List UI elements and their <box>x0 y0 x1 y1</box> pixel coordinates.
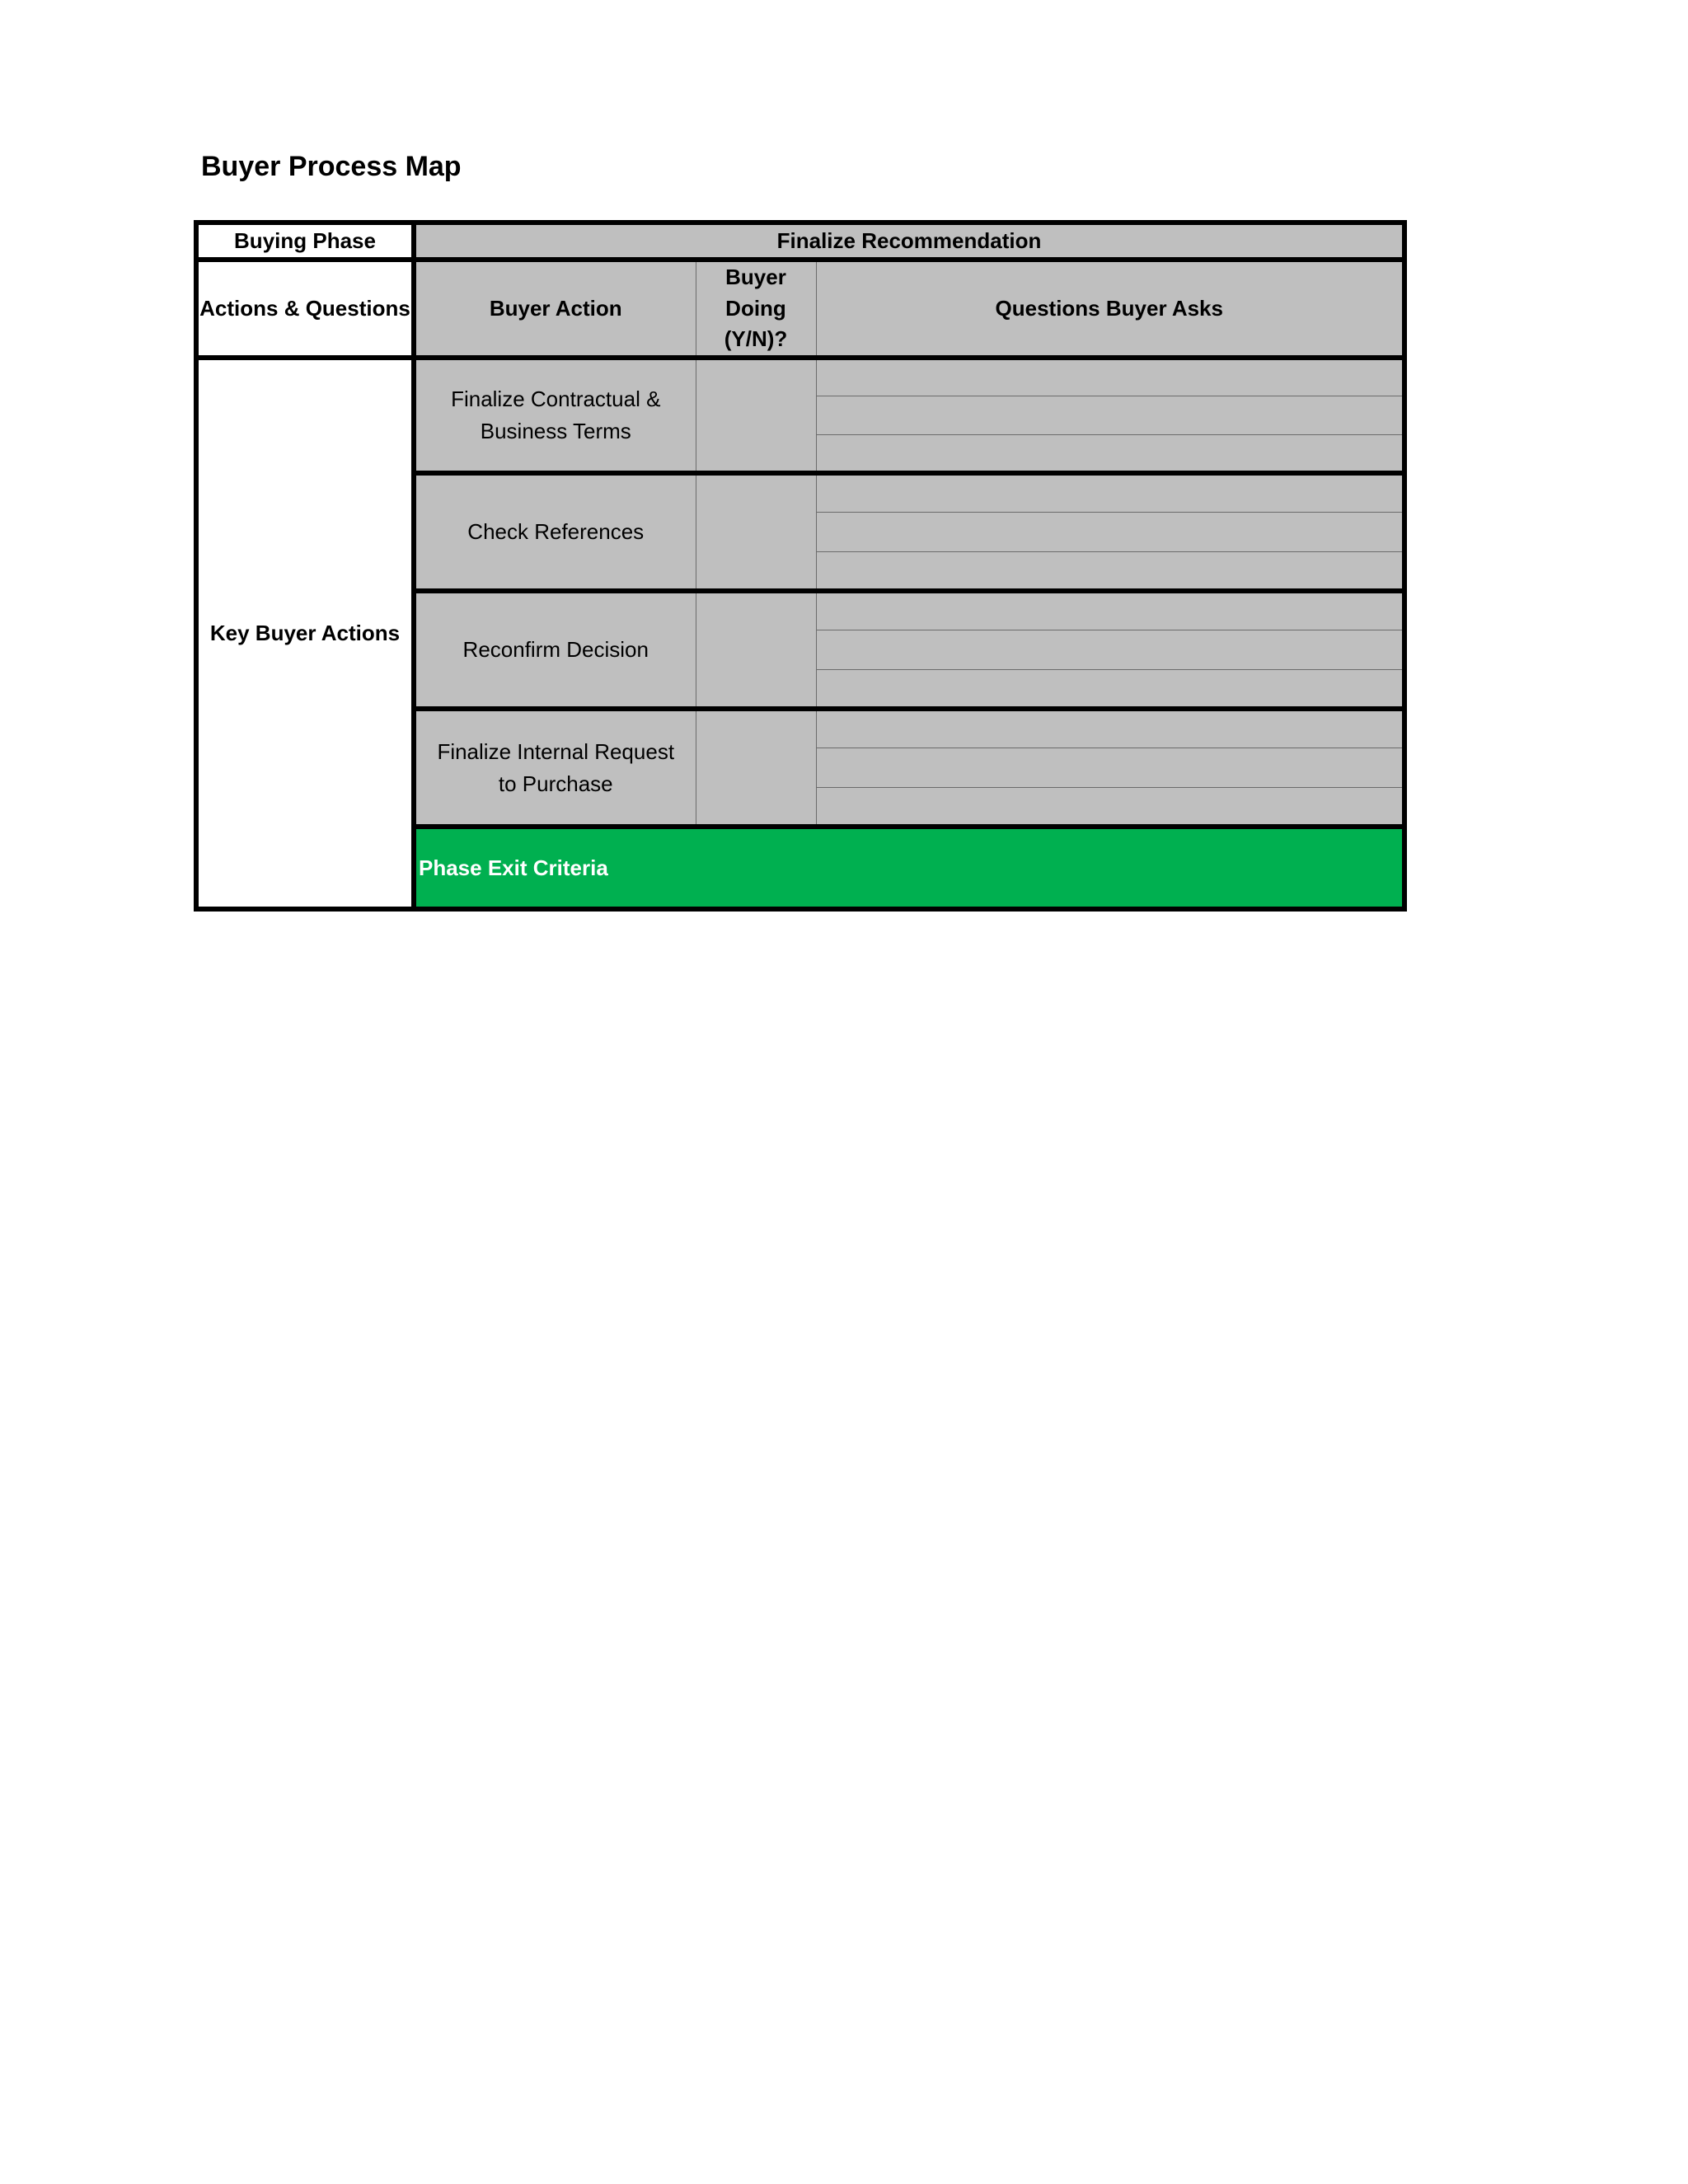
buyer-action-cell: Finalize Internal Request to Purchase <box>414 709 696 827</box>
question-cell[interactable] <box>816 748 1404 787</box>
key-buyer-actions-label: Key Buyer Actions <box>196 358 414 909</box>
question-cell[interactable] <box>816 358 1404 396</box>
actions-questions-label: Actions & Questions <box>196 260 414 358</box>
buyer-action-header: Buyer Action <box>414 260 696 358</box>
buying-phase-label: Buying Phase <box>196 223 414 260</box>
question-cell[interactable] <box>816 630 1404 669</box>
questions-header: Questions Buyer Asks <box>816 260 1404 358</box>
question-cell[interactable] <box>816 473 1404 512</box>
buyer-action-cell: Check References <box>414 473 696 591</box>
question-cell[interactable] <box>816 434 1404 473</box>
question-cell[interactable] <box>816 709 1404 748</box>
phase-name: Finalize Recommendation <box>414 223 1404 260</box>
buyer-doing-cell[interactable] <box>696 473 816 591</box>
buyer-doing-cell[interactable] <box>696 709 816 827</box>
buyer-doing-cell[interactable] <box>696 358 816 473</box>
buyer-process-map-table <box>194 220 1407 912</box>
buyer-action-cell: Finalize Contractual & Business Terms <box>414 358 696 473</box>
question-cell[interactable] <box>816 787 1404 827</box>
question-cell[interactable] <box>816 396 1404 434</box>
question-cell[interactable] <box>816 512 1404 551</box>
buyer-doing-cell[interactable] <box>696 591 816 709</box>
question-cell[interactable] <box>816 669 1404 709</box>
question-cell[interactable] <box>816 551 1404 591</box>
buyer-doing-header-text: Buyer Doing (Y/N)? <box>724 265 788 352</box>
buyer-action-cell: Reconfirm Decision <box>414 591 696 709</box>
page-title: Buyer Process Map <box>201 151 462 182</box>
question-cell[interactable] <box>816 591 1404 630</box>
phase-exit-criteria: Phase Exit Criteria <box>414 827 1404 909</box>
buyer-doing-header <box>696 260 816 358</box>
